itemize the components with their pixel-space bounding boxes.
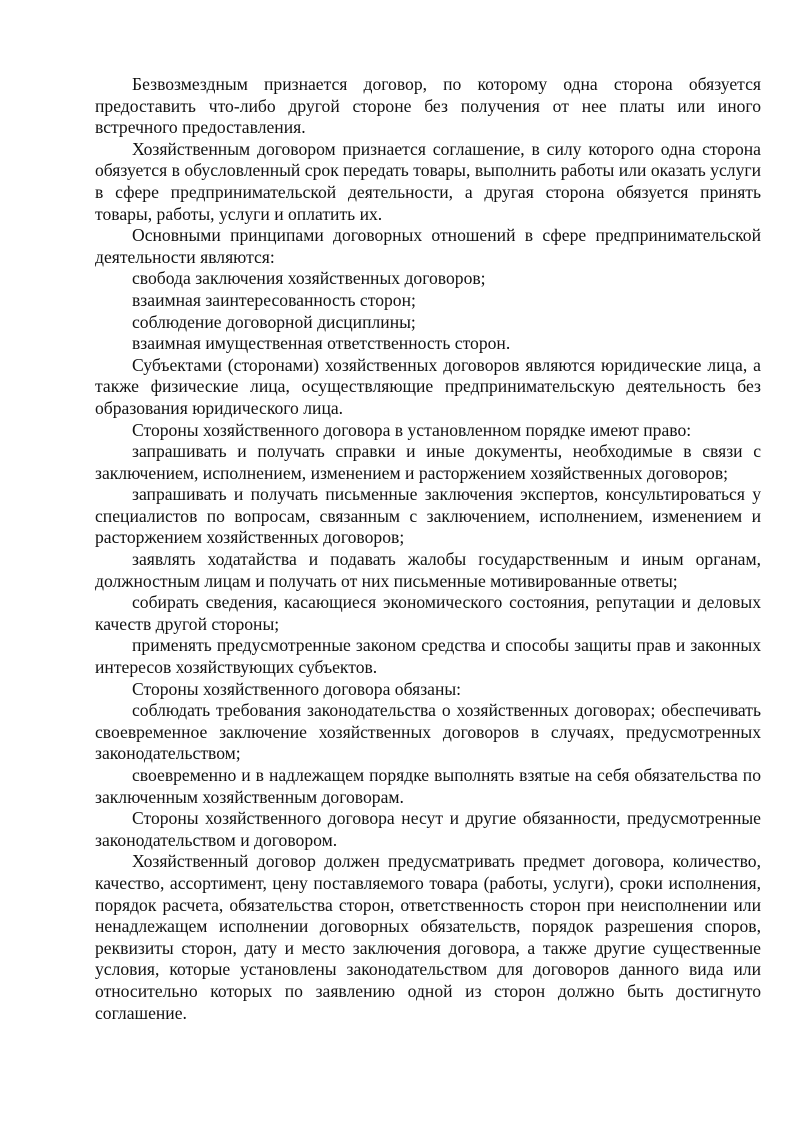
list-item-right-3: заявлять ходатайства и подавать жалобы государственным и иным органам, должностным лицам и получать от них письменные мотивированные ответы;: [95, 549, 761, 591]
list-item-principle-3: соблюдение договорной дисциплины;: [132, 311, 416, 332]
list-item-principle-2: взаимная заинтересованность сторон;: [132, 289, 416, 310]
paragraph-other-obligations: Стороны хозяйственного договора несут и другие обязанности, предусмотренные законодательством и договором.: [95, 808, 761, 850]
list-item-obligation-1: соблюдать требования законодательства о хозяйственных договорах; обеспечивать своевременное заключение хозяйственных договоров в случаях, предусмотренных законодательством;: [95, 700, 761, 764]
document-page: [95, 74, 761, 1024]
list-item-right-5: применять предусмотренные законом средства и способы защиты прав и законных интересов хозяйствующих субъектов.: [95, 635, 761, 678]
list-item-principle-4: взаимная имущественная ответственность сторон.: [132, 333, 511, 354]
paragraph-contract-contents: Хозяйственный договор должен предусматривать предмет договора, количество, качество, ассортимент, цену поставляемого товара (работы, услуги), сроки исполнения, порядок расчета, обязательства сторон, ответственность сторон при неисполнении или ненадлежащем исполнении договорных обязательств, порядок разрешения споров, реквизиты сторон, дату и место заключения договора, а также другие существенные условия, которые установлены законодательством для договоров данного вида или относительно которых по заявлению одной из сторон должно быть достигнуто соглашение.: [95, 851, 761, 1023]
paragraph-obligations-intro: Стороны хозяйственного договора обязаны:: [132, 678, 462, 699]
list-item-right-1: запрашивать и получать справки и иные документы, необходимые в связи с заключением, исполнением, изменением и расторжением хозяйственных договоров;: [95, 441, 761, 483]
paragraph-gratuitous-contract: Безвозмездным признается договор, по которому одна сторона обязуется предоставить что-либо другой стороне без получения от нее платы или иного встречного предоставления.: [95, 74, 761, 138]
list-item-obligation-2: своевременно и в надлежащем порядке выполнять взятые на себя обязательства по заключенным хозяйственным договорам.: [95, 765, 761, 807]
list-item-right-4: собирать сведения, касающиеся экономического состояния, репутации и деловых качеств другой стороны;: [95, 592, 761, 634]
paragraph-principles-intro: Основными принципами договорных отношений в сфере предпринимательской деятельности являются:: [95, 225, 761, 267]
list-item-right-2: запрашивать и получать письменные заключения экспертов, консультироваться у специалистов по вопросам, связанным с заключением, исполнением, изменением и расторжением хозяйственных договоров;: [95, 484, 761, 548]
paragraph-rights-intro: Стороны хозяйственного договора в установленном порядке имеют право:: [132, 419, 692, 440]
paragraph-subjects: Субъектами (сторонами) хозяйственных договоров являются юридические лица, а также физические лица, осуществляющие предпринимательскую деятельность без образования юридического лица.: [95, 354, 761, 418]
list-item-principle-1: свобода заключения хозяйственных договоров;: [132, 268, 486, 289]
paragraph-economic-contract-definition: Хозяйственным договором признается соглашение, в силу которого одна сторона обязуется в обусловленный срок передать товары, выполнить работы или оказать услуги в сфере предпринимательской деятельности, а другая сторона обязуется принять товары, работы, услуги и оплатить их.: [95, 138, 761, 224]
